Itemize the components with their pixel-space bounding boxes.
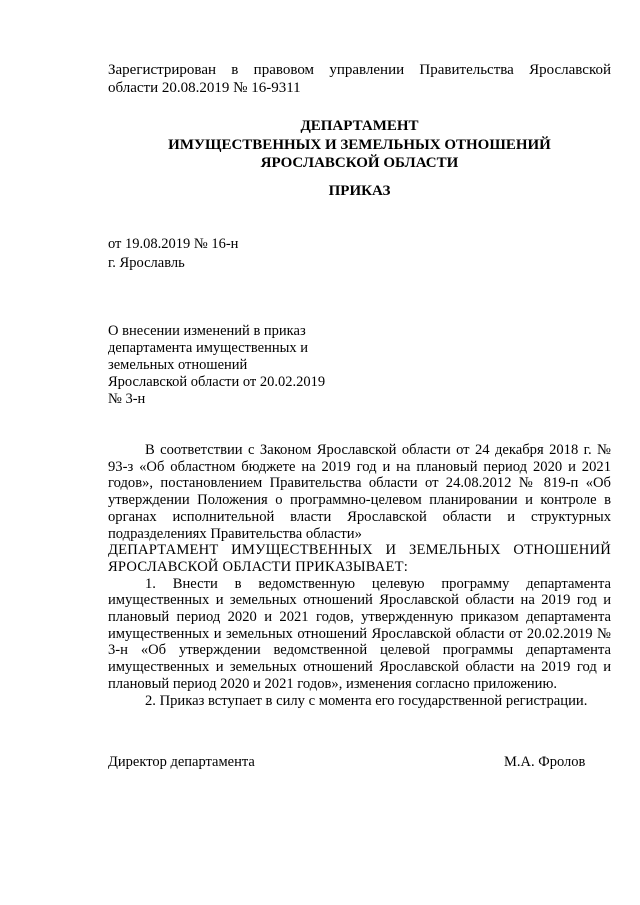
- subject-line-4: Ярославской области от 20.02.2019: [108, 374, 326, 390]
- document-type-title: ПРИКАЗ: [328, 183, 391, 199]
- department-header: [108, 117, 611, 173]
- preamble-paragraph: В соответствии с Законом Ярославской области от 24 декабря 2018 г. № 93-з «Об областном бюджете на 2019 год и на плановый период 2020 и 2021 годов», постановлением Правительства области от 24.08.2012 № 819-п «Об утверждении Положения о программно-целевом планировании и контроле в органах исполнительной власти Ярославской области и структурных подразделениях Правительства области»: [108, 442, 611, 542]
- subject-line-3: земельных отношений: [108, 357, 248, 373]
- orders-line: ДЕПАРТАМЕНТ ИМУЩЕСТВЕННЫХ И ЗЕМЕЛЬНЫХ ОТНОШЕНИЙ ЯРОСЛАВСКОЙ ОБЛАСТИ ПРИКАЗЫВАЕТ:: [108, 542, 611, 575]
- order-subject: [108, 323, 358, 408]
- subject-line-2: департамента имущественных и: [108, 340, 308, 356]
- signer-name: М.А. Фролов: [504, 754, 586, 770]
- order-body: [108, 442, 611, 709]
- subject-line-1: О внесении изменений в приказ: [108, 323, 306, 339]
- registration-line-1: Зарегистрирован в правовом управлении Правительства Ярославской: [108, 62, 611, 78]
- department-line-1: ДЕПАРТАМЕНТ: [300, 118, 419, 134]
- order-item-1: 1. Внести в ведомственную целевую программу департамента имущественных и земельных отношений Ярославской области на 2019 год и плановый период 2020 и 2021 годов, утвержденную приказом департамента имущественных и земельных отношений Ярославской области от 20.02.2019 № 3-н «Об утверждении ведомственной целевой программы департамента имущественных и земельных отношений Ярославской области на 2019 год и плановый период 2020 и 2021 годов», изменения согласно приложению.: [108, 575, 611, 692]
- subject-line-5: № 3-н: [108, 391, 146, 407]
- city: г. Ярославль: [108, 255, 185, 271]
- date-number: от 19.08.2019 № 16-н: [108, 236, 239, 252]
- registration-note: [108, 62, 611, 97]
- date-block: [108, 235, 238, 273]
- department-line-2: ИМУЩЕСТВЕННЫХ И ЗЕМЕЛЬНЫХ ОТНОШЕНИЙ: [168, 136, 551, 153]
- signer-title: Директор департамента: [108, 754, 255, 770]
- registration-line-2: области 20.08.2019 № 16-9311: [108, 79, 301, 96]
- order-item-2: 2. Приказ вступает в силу с момента его государственной регистрации.: [145, 692, 588, 709]
- department-line-3: ЯРОСЛАВСКОЙ ОБЛАСТИ: [260, 155, 459, 171]
